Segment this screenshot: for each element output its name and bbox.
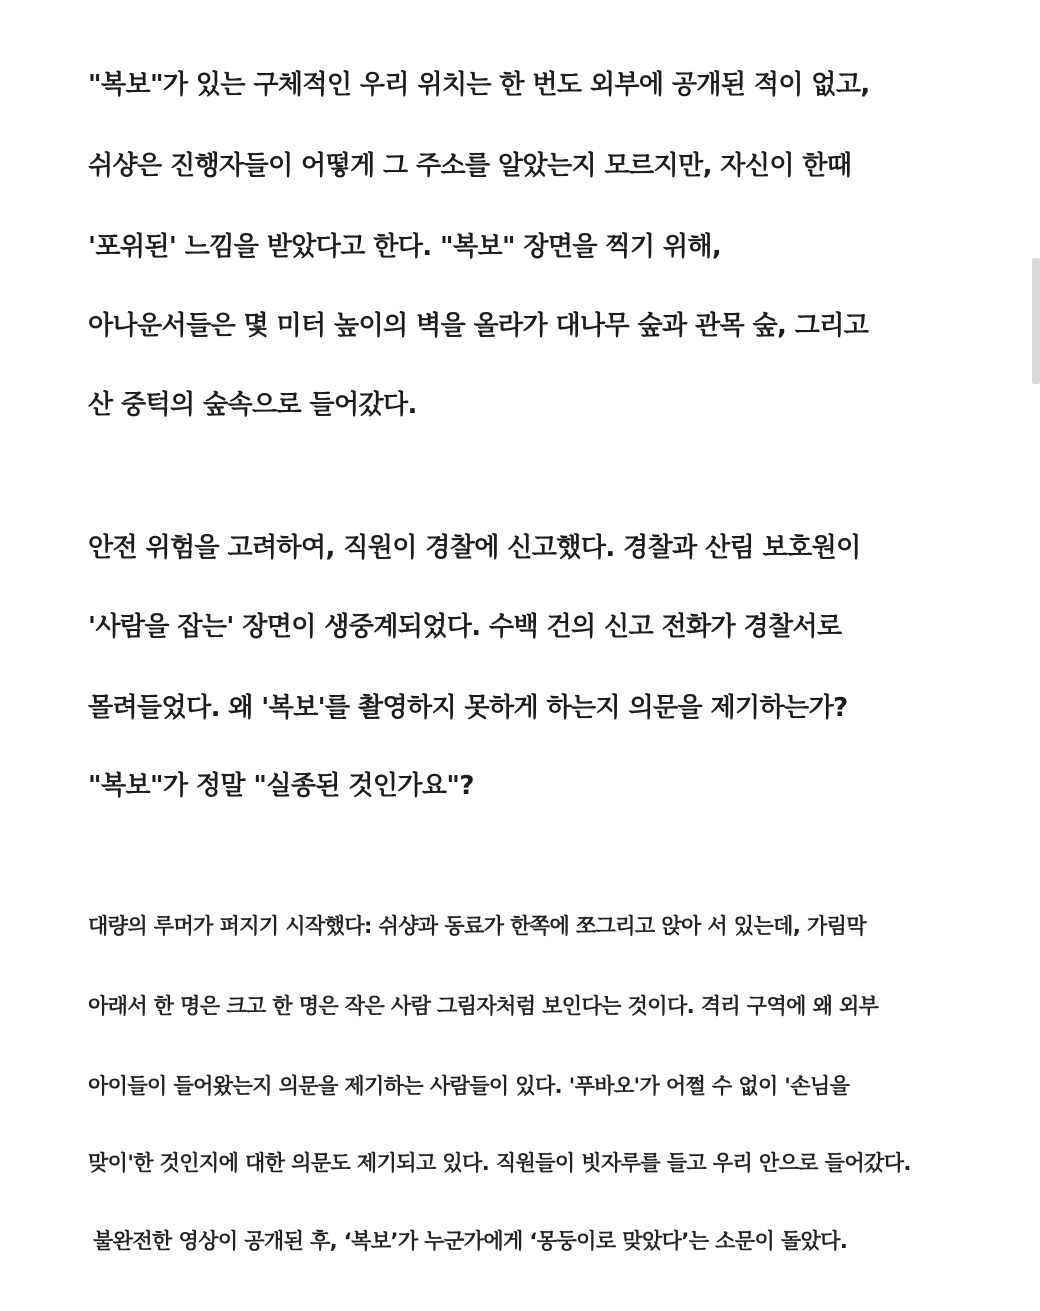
- paragraph-3-line-3: 아이들이 들어왔는지 의문을 제기하는 사람들이 있다. '푸바오'가 어쩔 수 없이 '손님을: [88, 1074, 850, 1098]
- paragraph-1-line-4: 아나운서들은 몇 미터 높이의 벽을 올라가 대나무 숲과 관목 숲, 그리고: [88, 311, 869, 341]
- paragraph-2-line-2: '사람을 잡는' 장면이 생중계되었다. 수백 건의 신고 전화가 경찰서로: [88, 612, 842, 642]
- paragraph-2-line-1: 안전 위험을 고려하여, 직원이 경찰에 신고했다. 경찰과 산림 보호원이: [88, 533, 861, 563]
- paragraph-1-line-2: 쉬샹은 진행자들이 어떻게 그 주소를 알았는지 모르지만, 자신이 한때: [88, 151, 852, 181]
- paragraph-1-line-5: 산 중턱의 숲속으로 들어갔다.: [88, 390, 417, 420]
- paragraph-3-line-5: 불완전한 영상이 공개된 후, ‘복보’가 누군가에게 ‘몽둥이로 맞았다’는 소문이 돌았다.: [93, 1229, 848, 1253]
- paragraph-2-line-3: 몰려들었다. 왜 '복보'를 촬영하지 못하게 하는지 의문을 제기하는가?: [88, 693, 848, 723]
- scrollbar-thumb[interactable]: [1032, 258, 1040, 384]
- paragraph-3-line-2: 아래서 한 명은 크고 한 명은 작은 사람 그림자처럼 보인다는 것이다. 격리 구역에 왜 외부: [88, 994, 879, 1018]
- paragraph-3-line-4: 맞이'한 것인지에 대한 의문도 제기되고 있다. 직원들이 빗자루를 들고 우리 안으로 들어갔다.: [88, 1151, 911, 1175]
- paragraph-1-line-3: '포위된' 느낌을 받았다고 한다. "복보" 장면을 찍기 위해,: [88, 232, 722, 262]
- paragraph-3-line-1: 대량의 루머가 퍼지기 시작했다: 쉬샹과 동료가 한쪽에 쪼그리고 앉아 서 있는데, 가림막: [88, 914, 867, 938]
- paragraph-1-line-1: "복보"가 있는 구체적인 우리 위치는 한 번도 외부에 공개된 적이 없고,: [88, 70, 870, 100]
- paragraph-2-line-4: "복보"가 정말 "실종된 것인가요"?: [88, 771, 474, 801]
